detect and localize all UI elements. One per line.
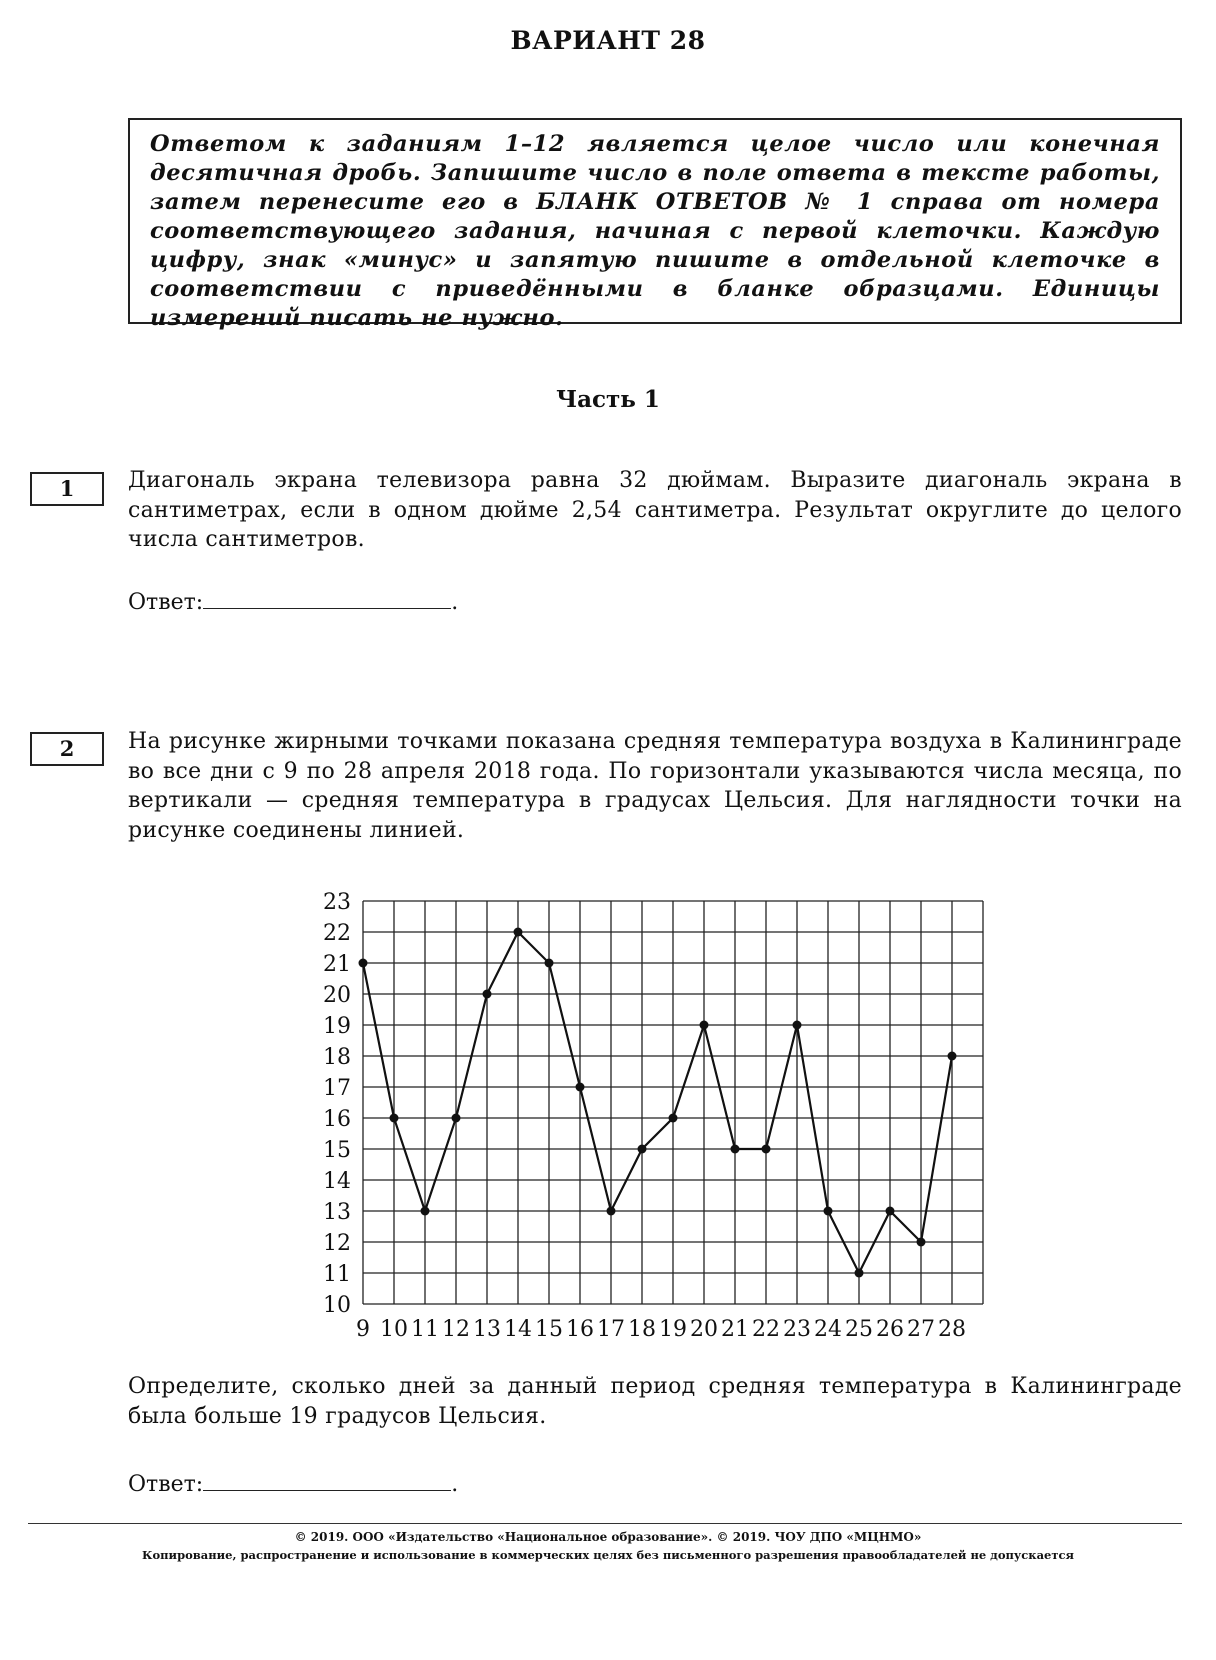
data-point bbox=[669, 1114, 678, 1123]
x-tick-label: 23 bbox=[783, 1317, 811, 1340]
x-tick-label: 11 bbox=[411, 1317, 439, 1340]
data-point bbox=[855, 1269, 864, 1278]
data-point bbox=[948, 1052, 957, 1061]
data-point bbox=[545, 959, 554, 968]
y-tick-label: 12 bbox=[323, 1231, 351, 1256]
question-2-text: На рисунке жирными точками показана средняя температура воздуха в Калининграде во все дни с 9 по 28 апреля 2018 года. По горизонтали указываются числа месяца, по вертикали — средняя температура в градусах Цельсия. Для наглядности точки на рисунке соединены линией. bbox=[128, 729, 1182, 843]
data-point bbox=[514, 928, 523, 937]
answer-label: Ответ: bbox=[128, 1472, 204, 1497]
y-tick-label: 21 bbox=[323, 952, 351, 977]
answer-line bbox=[203, 1470, 451, 1491]
instructions-box bbox=[128, 118, 1182, 331]
data-point bbox=[421, 1207, 430, 1216]
question-1-number: 1 bbox=[30, 472, 104, 506]
question-2-question: Определите, сколько дней за данный период средняя температура в Калининграде была больше 19 градусов Цельсия. bbox=[128, 1374, 1182, 1429]
data-point bbox=[700, 1021, 709, 1030]
x-tick-label: 20 bbox=[690, 1317, 718, 1340]
data-point bbox=[576, 1083, 585, 1092]
y-tick-label: 10 bbox=[323, 1293, 351, 1318]
x-tick-label: 9 bbox=[356, 1317, 370, 1340]
instructions-text: Ответом к заданиям 1–12 является целое число или конечная десятичная дробь. Запишите число в поле ответа в тексте работы, затем перенесите его в БЛАНК ОТВЕТОВ № 1 справа от номера соответствующего задания, начиная с первой клеточки. Каждую цифру, знак «минус» и запятую пишите в отдельной клеточке в соответствии с приведёнными в бланке образцами. Единицы измерений писать не нужно. bbox=[150, 131, 1160, 331]
data-point bbox=[452, 1114, 461, 1123]
temperature-chart bbox=[300, 880, 1000, 1340]
data-point bbox=[607, 1207, 616, 1216]
x-tick-label: 15 bbox=[535, 1317, 563, 1340]
x-tick-label: 12 bbox=[442, 1317, 470, 1340]
data-point bbox=[793, 1021, 802, 1030]
answer-line bbox=[203, 588, 451, 609]
question-1-text: Диагональ экрана телевизора равна 32 дюймам. Выразите диагональ экрана в сантиметрах, если в одном дюйме 2,54 сантиметра. Результат округлите до целого числа сантиметров. bbox=[128, 468, 1182, 552]
y-tick-label: 22 bbox=[323, 921, 351, 946]
question-2-answer: Ответ: . bbox=[128, 1472, 459, 1497]
footer-notice: Копирование, распространение и использование в коммерческих целях без письменного разрешения правообладателей не допускается bbox=[141, 1548, 1074, 1562]
y-tick-label: 13 bbox=[323, 1200, 351, 1225]
x-tick-label: 21 bbox=[721, 1317, 749, 1340]
y-tick-label: 19 bbox=[323, 1014, 351, 1039]
x-tick-label: 22 bbox=[752, 1317, 780, 1340]
x-tick-label: 17 bbox=[597, 1317, 625, 1340]
data-point bbox=[762, 1145, 771, 1154]
x-tick-label: 25 bbox=[845, 1317, 873, 1340]
x-tick-label: 19 bbox=[659, 1317, 687, 1340]
y-tick-label: 23 bbox=[323, 890, 351, 915]
question-1-answer: Ответ: . bbox=[128, 590, 459, 615]
y-tick-label: 14 bbox=[323, 1169, 351, 1194]
data-point bbox=[638, 1145, 647, 1154]
y-tick-label: 15 bbox=[323, 1138, 351, 1163]
y-tick-label: 16 bbox=[323, 1107, 351, 1132]
y-tick-label: 17 bbox=[323, 1076, 351, 1101]
data-point bbox=[917, 1238, 926, 1247]
x-tick-label: 16 bbox=[566, 1317, 594, 1340]
data-point bbox=[359, 959, 368, 968]
x-tick-label: 27 bbox=[907, 1317, 935, 1340]
answer-label: Ответ: bbox=[128, 590, 204, 615]
footer-copyright: © 2019. ООО «Издательство «Национальное образование». © 2019. ЧОУ ДПО «МЦНМО» bbox=[294, 1530, 922, 1544]
y-tick-label: 18 bbox=[323, 1045, 351, 1070]
y-tick-label: 20 bbox=[323, 983, 351, 1008]
data-point bbox=[483, 990, 492, 999]
x-tick-label: 26 bbox=[876, 1317, 904, 1340]
data-point bbox=[824, 1207, 833, 1216]
x-tick-label: 24 bbox=[814, 1317, 842, 1340]
x-tick-label: 10 bbox=[380, 1317, 408, 1340]
x-tick-label: 13 bbox=[473, 1317, 501, 1340]
question-2-number: 2 bbox=[30, 732, 104, 766]
footer-divider bbox=[28, 1523, 1182, 1524]
page-title: ВАРИАНТ 28 bbox=[510, 26, 706, 55]
data-point bbox=[731, 1145, 740, 1154]
data-point bbox=[886, 1207, 895, 1216]
data-point bbox=[390, 1114, 399, 1123]
x-tick-label: 14 bbox=[504, 1317, 532, 1340]
x-tick-label: 18 bbox=[628, 1317, 656, 1340]
x-tick-label: 28 bbox=[938, 1317, 966, 1340]
y-tick-label: 11 bbox=[323, 1262, 351, 1287]
temperature-line bbox=[363, 932, 952, 1273]
part-heading: Часть 1 bbox=[556, 386, 660, 413]
